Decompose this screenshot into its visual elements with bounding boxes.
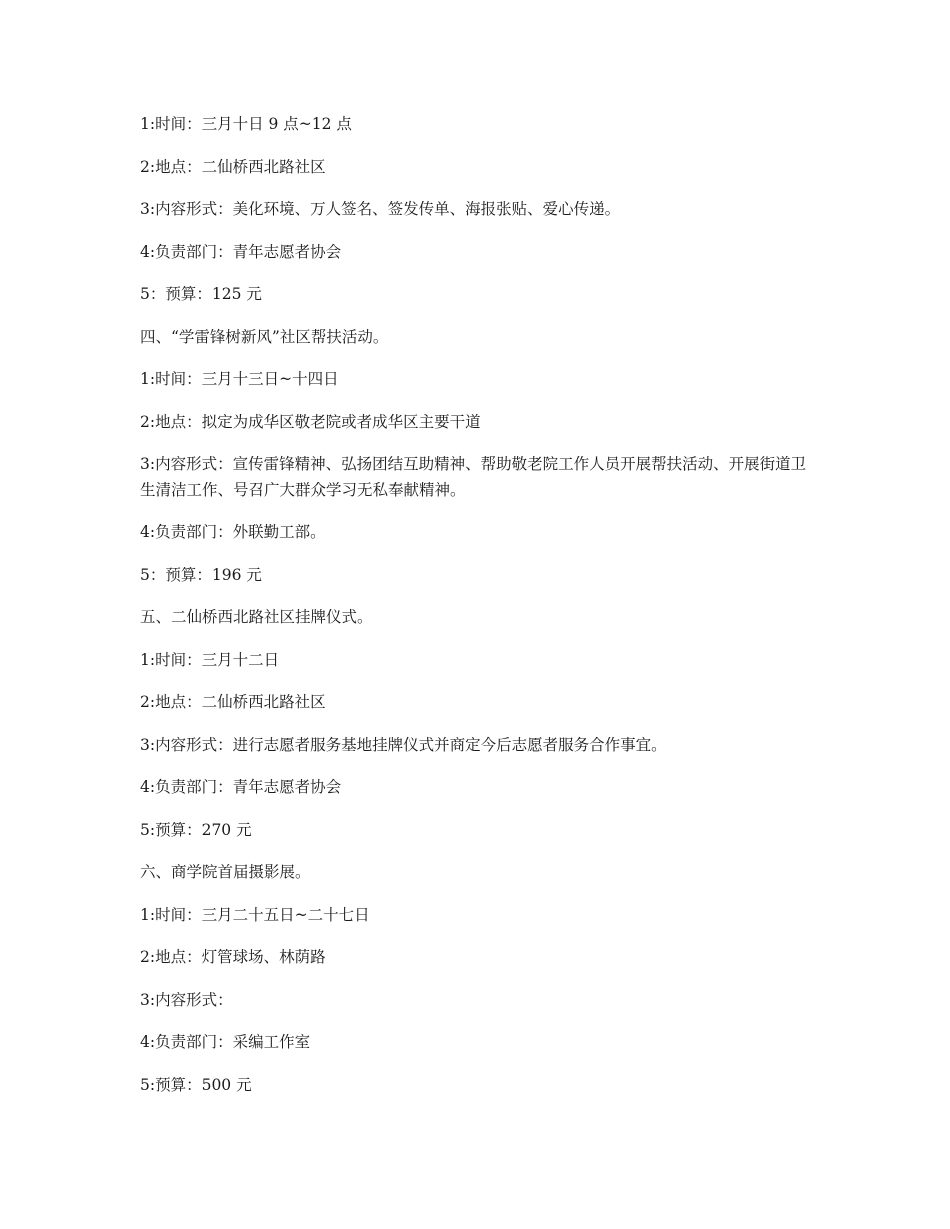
paragraph: 1:时间：三月十三日~十四日 (140, 370, 339, 388)
paragraph: 4:负责部门：采编工作室 (140, 1033, 311, 1051)
paragraph: 4:负责部门：外联勤工部。 (140, 523, 326, 541)
paragraph: 1:时间：三月二十五日~二十七日 (140, 905, 370, 924)
paragraph: 2:地点：灯管球场、林荫路 (140, 948, 326, 966)
paragraph: 4:负责部门：青年志愿者协会 (140, 242, 342, 261)
paragraph: 1:时间：三月十日 9 点~12 点 (140, 115, 352, 133)
paragraph: 3:内容形式： (140, 990, 233, 1009)
document-body (140, 112, 810, 1115)
paragraph: 5：预算：125 元 (140, 285, 262, 303)
paragraph: 2:地点：二仙桥西北路社区 (140, 157, 326, 176)
section-heading: 六、商学院首届摄影展。 (140, 863, 311, 881)
paragraph: 5:预算：500 元 (140, 1075, 252, 1094)
paragraph: 5:预算：270 元 (140, 820, 252, 839)
paragraph: 4:负责部门：青年志愿者协会 (140, 778, 342, 796)
paragraph: 2:地点：二仙桥西北路社区 (140, 693, 326, 711)
paragraph: 2:地点：拟定为成华区敬老院或者成华区主要干道 (140, 412, 481, 431)
paragraph: 3:内容形式：美化环境、万人签名、签发传单、海报张贴、爱心传递。 (140, 200, 621, 218)
paragraph: 5：预算：196 元 (140, 565, 262, 584)
section-heading: 五、二仙桥西北路社区挂牌仪式。 (140, 608, 373, 626)
paragraph: 1:时间：三月十二日 (140, 650, 280, 669)
section-heading: 四、“学雷锋树新风”社区帮扶活动。 (140, 327, 389, 346)
paragraph: 3:内容形式：宣传雷锋精神、弘扬团结互助精神、帮助敬老院工作人员开展帮扶活动、开展街道卫生清洁工作、号召广大群众学习无私奉献精神。 (140, 455, 807, 499)
paragraph: 3:内容形式：进行志愿者服务基地挂牌仪式并商定今后志愿者服务合作事宜。 (140, 735, 667, 754)
